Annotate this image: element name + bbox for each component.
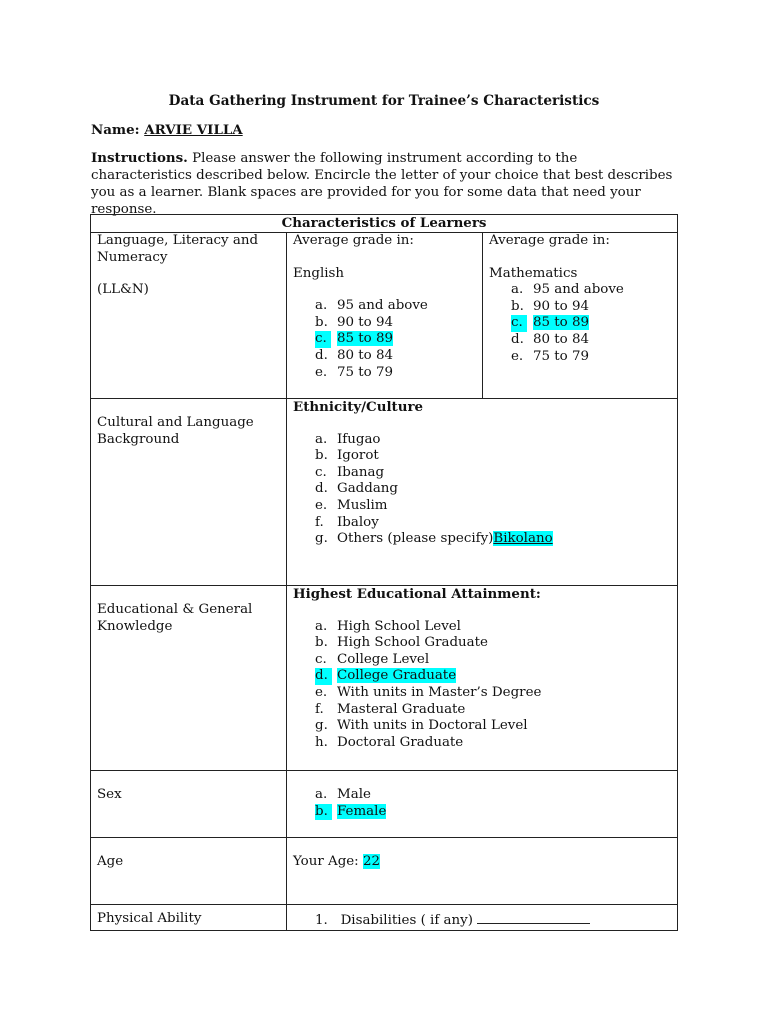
- instructions-text: Please answer the following instrument according to the characteristics described below. Encircle the letter of your choice that best describes you as a learner. Blank spaces are provided for you for some data that need your response.: [91, 151, 673, 217]
- sex-label-cell: [91, 771, 287, 838]
- list-item[interactable]: d. Gaddang: [315, 481, 399, 497]
- sex-options: [293, 787, 671, 820]
- sex-label: Sex: [97, 787, 122, 802]
- age-label: Age: [97, 854, 124, 869]
- disabilities-blank[interactable]: [477, 911, 590, 924]
- list-item[interactable]: a. Male: [315, 787, 371, 802]
- name-value: ARVIE VILLA: [144, 122, 243, 138]
- age-label-cell: [91, 838, 287, 905]
- characteristics-table: [90, 214, 678, 931]
- english-options: [293, 298, 476, 381]
- list-item[interactable]: e. 75 to 79: [315, 364, 394, 380]
- list-item[interactable]: b. 90 to 94: [315, 314, 394, 330]
- table-header: Characteristics of Learners: [91, 215, 678, 233]
- physical-item-number: 1.: [315, 913, 328, 928]
- list-item[interactable]: b. Igorot: [315, 448, 379, 464]
- english-subject: English: [293, 265, 345, 281]
- list-item[interactable]: a. Ifugao: [315, 431, 381, 447]
- age-prompt: Your Age:: [293, 854, 359, 869]
- list-item[interactable]: a. 95 and above: [511, 282, 624, 298]
- culture-heading: Ethnicity/Culture: [293, 399, 424, 415]
- instructions: [91, 150, 681, 218]
- instructions-label: Instructions.: [91, 150, 188, 166]
- education-label-cell: [91, 586, 287, 771]
- math-intro: Average grade in:: [489, 233, 610, 248]
- ethnicity-specify-value: Bikolano: [493, 531, 553, 547]
- list-item[interactable]: b. High School Graduate: [315, 635, 488, 651]
- list-item[interactable]: c. College Level: [315, 651, 430, 667]
- selected-option: Female: [337, 803, 387, 819]
- list-item[interactable]: d. College Graduate: [315, 668, 457, 684]
- physical-cell: [287, 905, 678, 931]
- list-item[interactable]: d. 80 to 84: [315, 347, 394, 363]
- list-item[interactable]: e. With units in Master’s Degree: [315, 684, 542, 700]
- education-heading: Highest Educational Attainment:: [293, 586, 541, 602]
- list-item[interactable]: b. 90 to 94: [511, 298, 590, 314]
- list-item[interactable]: h. Doctoral Graduate: [315, 734, 464, 750]
- selected-option: 85 to 89: [337, 331, 394, 347]
- list-item[interactable]: e. 75 to 79: [511, 348, 590, 364]
- selected-option: College Graduate: [337, 668, 457, 684]
- math-subject: Mathematics: [489, 265, 578, 281]
- education-label: Educational & General Knowledge: [97, 602, 253, 634]
- list-item[interactable]: c. 85 to 89: [315, 331, 394, 347]
- list-item[interactable]: c. Ibanag: [315, 464, 385, 480]
- document-title: Data Gathering Instrument for Trainee’s Characteristics: [168, 93, 600, 109]
- name-line: [91, 122, 243, 138]
- list-item[interactable]: a. 95 and above: [315, 298, 428, 314]
- list-item[interactable]: d. 80 to 84: [511, 331, 590, 347]
- english-intro: Average grade in:: [293, 233, 414, 248]
- physical-label-cell: [91, 905, 287, 931]
- llan-abbrev: (LL&N): [97, 282, 149, 298]
- education-options: [293, 619, 671, 752]
- name-label: Name:: [91, 122, 140, 138]
- english-cell: [287, 233, 483, 399]
- culture-options: [293, 432, 671, 548]
- list-item[interactable]: g. With units in Doctoral Level: [315, 718, 528, 734]
- llan-label: Language, Literacy and Numeracy: [97, 233, 259, 265]
- list-item[interactable]: a. High School Level: [315, 618, 461, 634]
- physical-item-text: Disabilities ( if any): [340, 913, 473, 928]
- selected-option: 85 to 89: [533, 315, 590, 331]
- list-item[interactable]: c. 85 to 89: [511, 315, 590, 331]
- list-item[interactable]: g. Others (please specify)Bikolano: [315, 531, 553, 547]
- list-item[interactable]: f. Ibaloy: [315, 514, 379, 530]
- physical-label: Physical Ability: [97, 911, 202, 926]
- list-item[interactable]: b. Female: [315, 803, 387, 819]
- age-cell: [287, 838, 678, 905]
- math-cell: [483, 233, 678, 399]
- math-options: [489, 282, 671, 365]
- list-item[interactable]: f. Masteral Graduate: [315, 701, 466, 717]
- list-item[interactable]: e. Muslim: [315, 497, 388, 513]
- age-value[interactable]: 22: [362, 854, 381, 869]
- culture-label: Cultural and Language Background: [97, 415, 254, 447]
- llan-label-cell: [91, 233, 287, 399]
- education-cell: [287, 586, 678, 771]
- culture-cell: [287, 399, 678, 586]
- culture-label-cell: [91, 399, 287, 586]
- sex-cell: [287, 771, 678, 838]
